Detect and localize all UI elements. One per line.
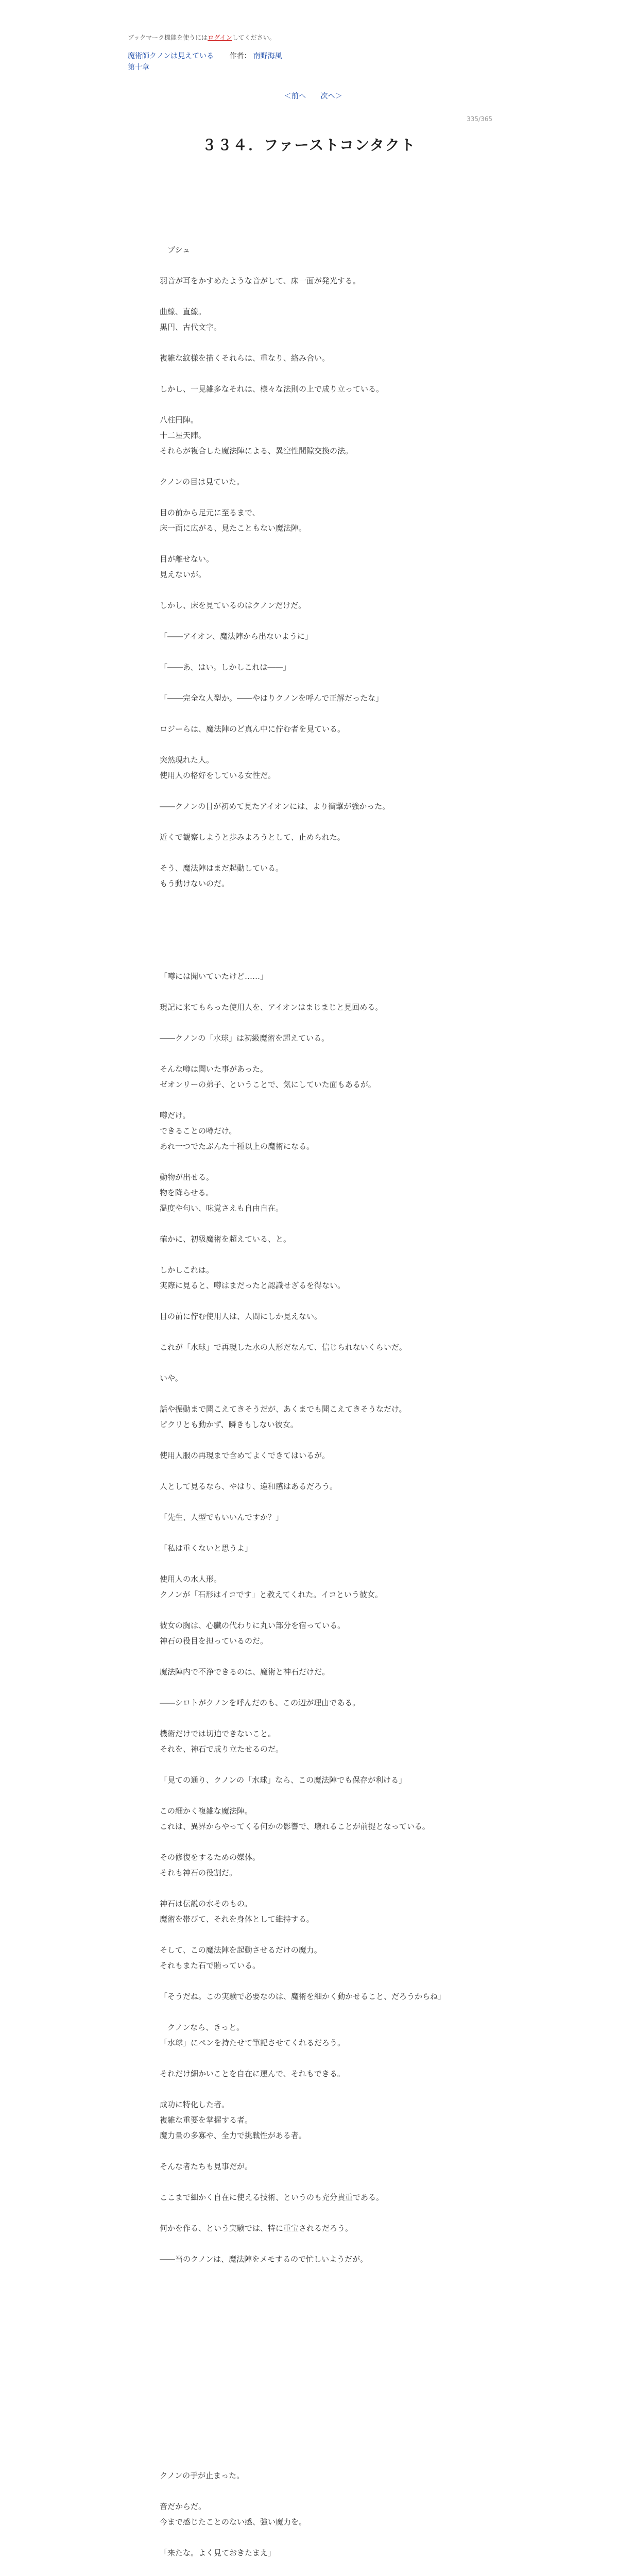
story-paragraph <box>160 1710 469 1726</box>
story-paragraph: 何かを作る、という実験では、特に重宝されるだろう。 <box>160 2224 353 2233</box>
story-paragraph: そんな者たちも見事だが。 <box>160 2162 253 2171</box>
pager <box>278 91 348 101</box>
story-paragraph: 使用人の格好をしている女性だ。 <box>160 771 276 780</box>
story-paragraph: クノンなら、きっと。 <box>160 2023 245 2032</box>
story-paragraph <box>160 2344 469 2360</box>
story-paragraph: そんな噂は聞いた事があった。 <box>160 1064 268 1074</box>
story-paragraph <box>160 2282 469 2298</box>
story-paragraph: 温度や匂い、味覚さえも自由自在。 <box>160 1204 284 1213</box>
story-paragraph: ゼオンリーの弟子、ということで、気にしていた面もあるが。 <box>160 1080 376 1089</box>
author-link[interactable]: 南野海風 <box>253 52 282 60</box>
login-link[interactable]: ログイン <box>208 34 232 41</box>
story-paragraph <box>160 1247 469 1262</box>
episode-title: ３３４．ファーストコンタクト <box>202 137 416 154</box>
story-paragraph: 十二星天陣。 <box>160 431 207 440</box>
story-paragraph <box>160 1649 469 1664</box>
story-paragraph: もう動けないのだ。 <box>160 879 230 888</box>
story-paragraph: それを、神石で成り立たせるのだ。 <box>160 1744 284 1754</box>
story-paragraph <box>160 2452 469 2468</box>
story-paragraph: それも神石の役割だ。 <box>160 1868 237 1877</box>
story-paragraph <box>160 2360 469 2375</box>
story-paragraph: 目の前に佇む使用人は、人間にしか見えない。 <box>160 1312 322 1321</box>
next-link[interactable]: 次へ＞ <box>320 92 342 100</box>
story-paragraph: ――クノンの「水球」は初級魔術を超えている。 <box>160 1033 330 1043</box>
story-paragraph <box>160 814 469 829</box>
story-paragraph: これが「水球」で再現した水の人形だなんて、信じられないくらいだ。 <box>160 1343 407 1352</box>
series-info <box>128 50 282 61</box>
story-paragraph <box>160 2406 469 2421</box>
story-paragraph <box>160 1293 469 1309</box>
story-paragraph <box>160 1324 469 1340</box>
story-paragraph: 音だからだ。 <box>160 2502 207 2511</box>
story-paragraph <box>160 1757 469 1772</box>
story-paragraph: 魔術を帯びて、それを身体として維持する。 <box>160 1914 314 1924</box>
story-paragraph <box>160 459 469 474</box>
story-paragraph: 複雑な紋様を描くそれらは、重なり、絡み合い。 <box>160 353 330 363</box>
story-paragraph: できることの噂だけ。 <box>160 1126 237 1136</box>
story-paragraph: 魔法陣内で不浄できるのは、魔術と神石だけだ。 <box>160 1667 330 1676</box>
author-label: 作者： <box>229 52 251 60</box>
note-pre: ブックマーク機能を使うには <box>128 34 208 41</box>
story-paragraph <box>160 366 469 381</box>
story-paragraph: 「来たな。よく見ておきたまえ」 <box>160 2548 276 2557</box>
story-paragraph <box>160 335 469 350</box>
story-paragraph <box>160 1463 469 1479</box>
story-paragraph: ピクリとも動かず、瞬きもしない彼女。 <box>160 1420 298 1429</box>
story-paragraph: それもまた石で賄っている。 <box>160 1961 261 1970</box>
story-paragraph: 突然現れた人。 <box>160 755 214 765</box>
story-paragraph <box>160 1015 469 1030</box>
story-paragraph: 神石は伝説の水そのもの。 <box>160 1899 252 1908</box>
story-paragraph <box>160 582 469 598</box>
story-paragraph <box>160 2530 469 2545</box>
story-paragraph <box>160 938 469 953</box>
story-paragraph: 曲線、直線。 <box>160 307 207 316</box>
story-paragraph: 神石の役目を担っているのだ。 <box>160 1636 268 1646</box>
story-paragraph: クノンの手が止まった。 <box>160 2471 245 2480</box>
chapter-link[interactable]: 第十章 <box>128 63 149 72</box>
story-paragraph <box>160 1556 469 1571</box>
story-paragraph: いや。 <box>160 1374 183 1383</box>
story-paragraph: その修復をするための媒体。 <box>160 1853 261 1862</box>
story-paragraph: 「私は重くないと思うよ」 <box>160 1544 253 1553</box>
story-paragraph: 「――完全な人型か。――やはりクノンを呼んで正解だったな」 <box>160 693 384 703</box>
story-paragraph <box>160 1092 469 1108</box>
story-paragraph <box>160 1355 469 1370</box>
story-paragraph <box>160 845 469 860</box>
story-paragraph <box>160 953 469 969</box>
story-paragraph <box>160 1680 469 1695</box>
story-paragraph <box>160 1602 469 1618</box>
story-paragraph <box>160 907 469 922</box>
story-paragraph <box>160 1386 469 1401</box>
story-paragraph: 「そうだね。この実験で必要なのは、魔術を細かく動かせること、だろうからね」 <box>160 1992 446 2001</box>
story-paragraph: この細かく複雑な魔法陣。 <box>160 1806 253 1816</box>
story-paragraph <box>160 2329 469 2344</box>
story-paragraph: あれ一つでたぶんた十種以上の魔術になる。 <box>160 1142 315 1151</box>
story-paragraph <box>160 1432 469 1448</box>
story-paragraph <box>160 536 469 551</box>
story-paragraph <box>160 2236 469 2251</box>
story-paragraph <box>160 1216 469 1231</box>
story-paragraph <box>160 2081 469 2097</box>
story-paragraph: 黒円、古代文字。 <box>160 323 222 332</box>
story-paragraph <box>160 397 469 412</box>
story-paragraph <box>160 258 469 273</box>
story-paragraph: 複雑な重要を掌握する者。 <box>160 2115 253 2125</box>
story-paragraph <box>160 1834 469 1850</box>
bookmark-login-note <box>128 33 276 42</box>
series-title-link[interactable]: 魔術師クノンは見えている <box>128 52 214 60</box>
story-paragraph: それらが複合した魔法陣による、異空性間隙交換の法。 <box>160 446 353 455</box>
story-paragraph: しかし、一見雑多なそれは、様々な法則の上で成り立っている。 <box>160 384 384 394</box>
story-paragraph: 「――アイオン、魔法陣から出ないように」 <box>160 632 313 641</box>
story-paragraph: 床一面に広がる、見たこともない魔法陣。 <box>160 523 307 533</box>
story-paragraph: 成功に特化した者。 <box>160 2100 230 2109</box>
story-paragraph: ブシュ <box>160 245 191 255</box>
story-paragraph: 実際に見ると、噂はまだったと認識せざるを得ない。 <box>160 1281 346 1290</box>
story-paragraph <box>160 227 469 242</box>
story-paragraph: 目が離せない。 <box>160 554 214 564</box>
story-paragraph: そう、魔法陣はまだ起動している。 <box>160 863 284 873</box>
story-paragraph: クノンの目は見ていた。 <box>160 477 245 486</box>
story-paragraph <box>160 2483 469 2499</box>
story-paragraph: 話や振動まで聞こえてきそうだが、あくまでも聞こえてきそうなだけ。 <box>160 1404 407 1414</box>
story-body <box>160 227 469 2576</box>
story-paragraph: 人として見るなら、やはり、違和感はあるだろう。 <box>160 1482 338 1491</box>
story-paragraph <box>160 984 469 999</box>
story-paragraph: ロジーらは、魔法陣のど真ん中に佇む者を見ている。 <box>160 724 346 734</box>
story-paragraph <box>160 644 469 659</box>
story-paragraph: しかし、床を見ているのはクノンだけだ。 <box>160 601 306 610</box>
story-paragraph: 「――あ、はい。しかしこれは――」 <box>160 663 291 672</box>
story-paragraph: 羽音が耳をかすめたような音がして、床一面が発光する。 <box>160 276 360 285</box>
story-paragraph: 「見ての通り、クノンの「水球」なら、この魔法陣でも保存が利ける」 <box>160 1775 407 1785</box>
story-paragraph: ――クノンの目が初めて見たアイオンには、より衝撃が強かった。 <box>160 802 390 811</box>
story-paragraph: 使用人服の再現まで含めてよくできてはいるが。 <box>160 1451 330 1460</box>
story-paragraph: しかしこれは。 <box>160 1265 214 1275</box>
story-paragraph <box>160 675 469 690</box>
story-paragraph <box>160 1154 469 1170</box>
story-paragraph: 機術だけでは切迫できないこと。 <box>160 1729 276 1738</box>
story-paragraph <box>160 2174 469 2190</box>
story-paragraph: そして、この魔法陣を起動させるだけの魔力。 <box>160 1945 322 1955</box>
story-paragraph <box>160 2205 469 2221</box>
story-paragraph <box>160 2267 469 2282</box>
story-paragraph <box>160 1880 469 1896</box>
story-paragraph <box>160 1927 469 1942</box>
story-paragraph: クノンが「石形はイコです」と教えてくれた。イコという彼女。 <box>160 1590 383 1599</box>
story-paragraph <box>160 2004 469 2020</box>
story-paragraph <box>160 2391 469 2406</box>
story-paragraph: 今まで感じたことのない感、強い魔力を。 <box>160 2517 307 2527</box>
story-paragraph <box>160 922 469 938</box>
story-paragraph: ここまで細かく自在に使える技術、というのも充分貴重である。 <box>160 2193 384 2202</box>
story-paragraph: 物を降らせる。 <box>160 1188 214 1197</box>
story-paragraph <box>160 1046 469 1061</box>
story-paragraph <box>160 2437 469 2452</box>
story-paragraph: これは、異界からやってくる何かの影響で、壊れることが前提となっている。 <box>160 1822 430 1831</box>
story-paragraph <box>160 1525 469 1540</box>
story-paragraph: 「噂には聞いていたけど……」 <box>160 972 268 981</box>
story-paragraph <box>160 891 469 907</box>
story-paragraph: 「水球」にペンを持たせて筆記させてくれるだろう。 <box>160 2038 346 2047</box>
note-post: してください。 <box>232 34 276 41</box>
story-paragraph: ――シロトがクノンを呼んだのも、この辺が理由である。 <box>160 1698 360 1707</box>
story-paragraph <box>160 2313 469 2329</box>
story-paragraph <box>160 1788 469 1803</box>
prev-link[interactable]: ＜前へ <box>284 92 306 100</box>
story-paragraph <box>160 783 469 799</box>
story-paragraph: 近くで観察しようと歩みよろうとして、止められた。 <box>160 833 345 842</box>
story-paragraph: 噂だけ。 <box>160 1111 191 1120</box>
story-paragraph: 目の前から足元に至るまで、 <box>160 508 260 517</box>
story-paragraph: ――当のクノンは、魔法陣をメモするので忙しいようだが。 <box>160 2255 368 2264</box>
story-paragraph <box>160 2050 469 2066</box>
story-paragraph: 現記に来てもらった使用人を、アイオンはまじまじと見回める。 <box>160 1003 383 1012</box>
story-paragraph <box>160 2298 469 2313</box>
story-paragraph <box>160 2143 469 2159</box>
story-paragraph: 確かに、初級魔術を超えている、と。 <box>160 1234 291 1244</box>
story-paragraph: 使用人の水人形。 <box>160 1574 222 1584</box>
story-paragraph: 動物が出せる。 <box>160 1173 214 1182</box>
story-paragraph <box>160 2375 469 2391</box>
story-paragraph <box>160 2561 469 2576</box>
story-paragraph <box>160 1973 469 1989</box>
story-paragraph: 八柱円陣。 <box>160 415 199 425</box>
episode-counter: 335/365 <box>467 115 492 123</box>
story-paragraph: 彼女の胸は、心臓の代わりに丸い部分を宿っている。 <box>160 1621 346 1630</box>
story-paragraph <box>160 2421 469 2437</box>
story-paragraph <box>160 289 469 304</box>
story-paragraph <box>160 489 469 505</box>
story-paragraph <box>160 706 469 721</box>
story-paragraph <box>160 737 469 752</box>
story-paragraph <box>160 613 469 629</box>
story-paragraph <box>160 1494 469 1510</box>
story-paragraph: それだけ細かいことを自在に運んで、それもできる。 <box>160 2069 345 2078</box>
story-paragraph: 見えないが。 <box>160 570 207 579</box>
story-paragraph: 魔力量の多寡や、全力で挑戦性がある者。 <box>160 2131 306 2140</box>
story-paragraph: 「先生、人型でもいいんですか？」 <box>160 1513 284 1522</box>
